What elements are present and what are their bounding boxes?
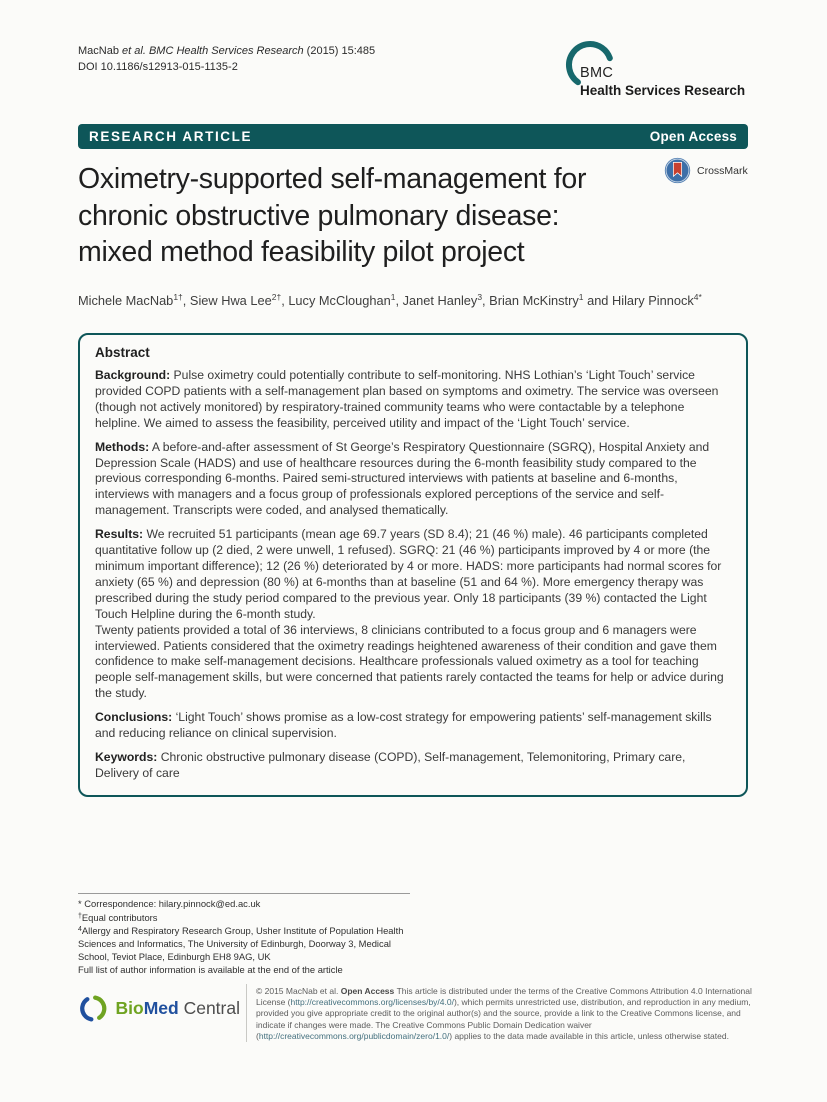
doi-line: DOI 10.1186/s12913-015-1135-2: [78, 60, 238, 73]
authors-line: [78, 292, 748, 308]
equal-contributors-line: †Equal contributors: [78, 911, 158, 923]
abstract-section-background: Background: Pulse oximetry could potentially contribute to self-monitoring. NHS Lothian’s ‘Light Touch’ service provided COPD patients with a self-management plan based on symptoms and oximetry. The service was overseen (though not actively monitored) by respiratory-trained community teams who were contactable by a telephone helpline. We aimed to assess the feasibility, perceived utility and impact of the ‘Light Touch’ service.: [95, 368, 719, 430]
abstract-box: [78, 333, 748, 797]
public-domain-link[interactable]: http://creativecommons.org/publicdomain/zero/1.0/: [258, 1030, 450, 1041]
title-line-2: chronic obstructive pulmonary disease:: [78, 199, 560, 232]
crossmark-badge[interactable]: [664, 157, 748, 184]
correspondence-email-link[interactable]: hilary.pinnock@ed.ac.uk: [158, 898, 261, 909]
abstract-section-results: Results: We recruited 51 participants (mean age 69.7 years (SD 8.4); 21 (46 %) male). 46 participants completed quantitative follow up (2 died, 2 were unwell, 1 refused). SGRQ: 21 (46 %) participants improved by 4 or more (the minimum important difference); 12 (26 %) deteriorated by 4 or more. HADS: more participants had normal scores for anxiety (65 %) and depression (80 %) at 6-months than at baseline (51 and 64 %). More emergency therapy was prescribed during the study period compared to the previous year. Only 18 participants (39 %) contacted the Light Touch Helpline during the 6-month study.: [95, 527, 722, 621]
biomed-central-logo: [78, 984, 240, 1027]
crossmark-label: CrossMark: [697, 164, 748, 177]
abstract-section-keywords: Keywords: Chronic obstructive pulmonary disease (COPD), Self-management, Telemonitoring, Primary care, Delivery of care: [95, 749, 686, 780]
license-link[interactable]: http://creativecommons.org/licenses/by/4.0/: [290, 997, 454, 1008]
affiliation-line: $^4$Allergy and Respiratory Research Group, Usher Institute of Population Health Sciences and Informatics, The University of Edinburgh, Doorway 3, Medical School, Teviot Place, Edinburgh EH8 9AG, UK: [78, 925, 404, 962]
author: Brian McKinstry$^1$ and: [489, 292, 612, 308]
article-type-banner: [78, 124, 748, 149]
open-access-label: Open Access: [649, 129, 737, 144]
footer-divider: [246, 984, 247, 1042]
biomed-logo-text: BioMed Central: [115, 998, 240, 1018]
footnotes-block: [78, 893, 410, 976]
research-article-label: RESEARCH ARTICLE: [89, 129, 253, 144]
header-citation: [78, 44, 375, 76]
publisher-footer: [78, 984, 755, 1042]
correspondence-line: * Correspondence: hilary.pinnock@ed.ac.uk: [78, 898, 261, 909]
author: Michele MacNab$^{1\dagger}$,: [78, 292, 190, 308]
citation-line: MacNab et al. BMC Health Services Research (2015) 15:485: [78, 45, 376, 57]
bmc-journal-name: Health Services Research: [580, 83, 746, 98]
author: Hilary Pinnock$^{4*}$: [611, 292, 702, 308]
title-line-3: mixed method feasibility pilot project: [78, 236, 525, 268]
copyright-text: © 2015 MacNab et al. Open Access This article is distributed under the terms of the Creative Commons Attribution 4.0 International License (http://creativecommons.org/licenses/by/4.0/), which permits unrestricted use, distribution, and reproduction in any medium, provided you give appropriate credit to the original author(s) and the source, provide a link to the Creative Commons license, and indicate if changes were made. The Creative Commons Public Domain Dedication waiver (http://creativecommons.org/publicdomain/zero/1.0/) applies to the data made available in this article, unless otherwise stated.: [256, 986, 752, 1041]
abstract-section-conclusions: Conclusions: ‘Light Touch’ shows promise as a low-cost strategy for empowering patients’ self-management skills and reducing reliance on clinical supervision.: [95, 710, 712, 741]
abstract-section-results-continued: Twenty patients provided a total of 36 interviews, 8 clinicians contributed to a focus group and 6 managers were interviewed. Patients considered that the oximetry readings heightened awareness of their condition and gave them confidence to make self-management decisions. Healthcare professionals valued oximetry as a tool for teaching people self-management skills, but were concerned that patients rarely contacted the teams for help or advice during the study.: [95, 622, 724, 701]
title-line-1: Oximetry-supported self-management for: [78, 163, 587, 195]
author: Lucy McCloughan$^1$,: [288, 292, 403, 308]
biomed-circle-icon: [78, 990, 109, 1027]
author: Janet Hanley$^3$,: [402, 292, 490, 308]
author: Siew Hwa Lee$^{2\dagger}$,: [189, 292, 289, 308]
bmc-logo-text: BMC: [580, 65, 614, 81]
abstract-section-methods: Methods: A before-and-after assessment of St George’s Respiratory Questionnaire (SGRQ), Hospital Anxiety and Depression Scale (HADS) and use of healthcare resources during the 6-month feasibility study compared to the previous corresponding 6-months. Paired semi-structured interviews with patients at baseline and 6-months, interviews with managers and a focus group of professionals explored perceptions of the service and self-management. Transcripts were coded, and analysed thematically.: [95, 439, 710, 518]
full-author-info-line: Full list of author information is available at the end of the article: [78, 963, 343, 975]
bmc-journal-logo: [563, 38, 758, 100]
abstract-heading: Abstract: [95, 345, 150, 360]
crossmark-icon: [664, 157, 691, 184]
article-title: [78, 161, 698, 271]
